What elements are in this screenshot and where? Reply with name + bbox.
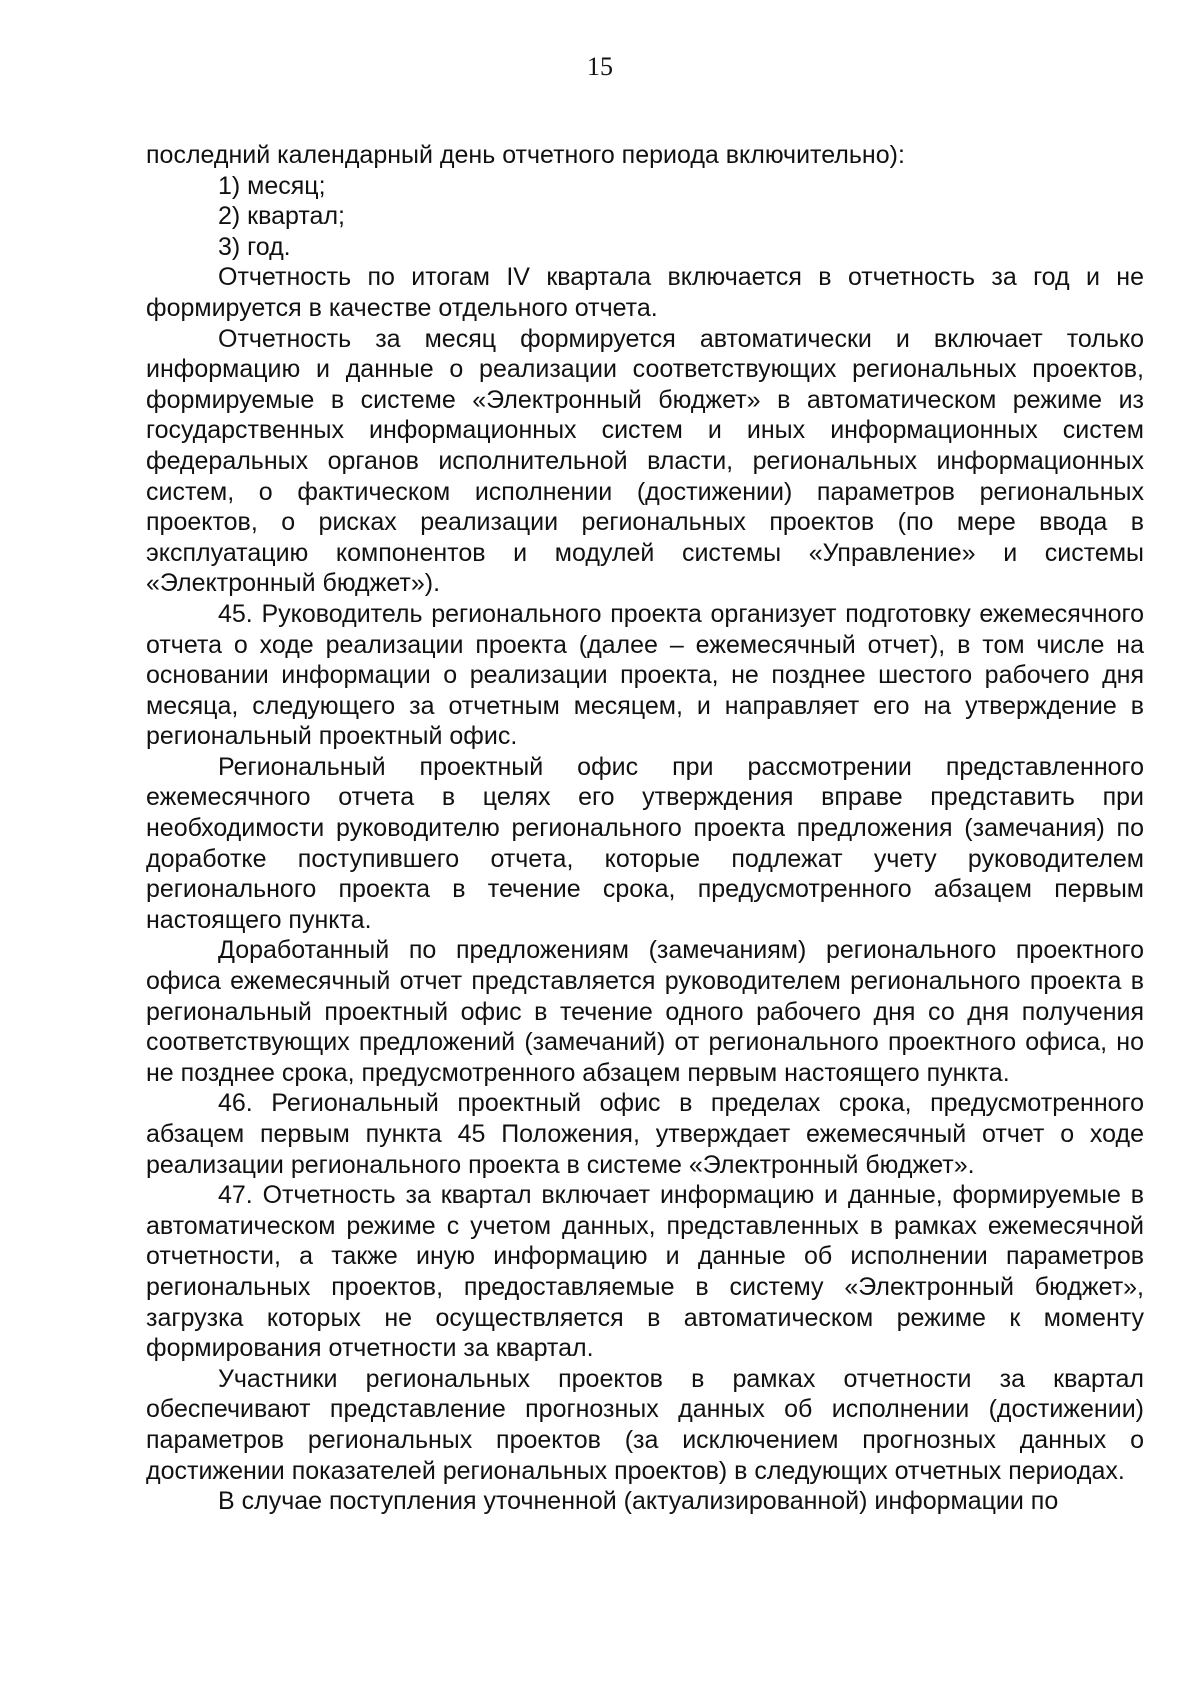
paragraph: Региональный проектный офис при рассмотрении представленного ежемесячного отчета в целях его утверждения вправе представить при необходимости руководителю регионального проекта предложения (замечания) по доработке поступившего отчета, которые подлежат учету руководителем регионального проекта в течение срока, предусмотренного абзацем первым настоящего пункта. [146,752,1144,934]
paragraph: последний календарный день отчетного периода включительно): [146,141,905,169]
list-item: 3) год. [218,232,291,261]
list-item: 1) месяц; [218,171,326,200]
paragraph: 45. Руководитель регионального проекта организует подготовку ежемесячного отчета о ходе реализации проекта (далее – ежемесячный отчет), в том числе на основании информации о реализации проекта, не позднее шестого рабочего дня месяца, следующего за отчетным месяцем, и направляет его на утверждение в региональный проектный офис. [146,599,1144,751]
paragraph: В случае поступления уточненной (актуализированной) информации по [218,1487,1059,1516]
paragraph: 47. Отчетность за квартал включает информацию и данные, формируемые в автоматическом режиме с учетом данных, представленных в рамках ежемесячной отчетности, а также иную информацию и данные об исполнении параметров региональных проектов, предоставляемые в систему «Электронный бюджет», загрузка которых не осуществляется в автоматическом режиме к моменту формирования отчетности за квартал. [146,1181,1144,1363]
paragraph: Участники региональных проектов в рамках отчетности за квартал обеспечивают представление прогнозных данных об исполнении (достижении) параметров региональных проектов (за исключением прогнозных данных о достижении показателей региональных проектов) в следующих отчетных периодах. [146,1364,1144,1485]
document-body [146,140,1144,1517]
list-item: 2) квартал; [218,202,345,231]
paragraph: Отчетность по итогам IV квартала включается в отчетность за год и не формируется в качестве отдельного отчета. [146,263,1144,322]
page-number: 15 [587,52,613,81]
paragraph: 46. Региональный проектный офис в пределах срока, предусмотренного абзацем первым пункта 45 Положения, утверждает ежемесячный отчет о ходе реализации регионального проекта в системе «Электронный бюджет». [146,1089,1144,1179]
paragraph: Отчетность за месяц формируется автоматически и включает только информацию и данные о реализации соответствующих региональных проектов, формируемые в системе «Электронный бюджет» в автоматическом режиме из государственных информационных систем и иных информационных систем федеральных органов исполнительной власти, региональных информационных систем, о фактическом исполнении (достижении) параметров региональных проектов, о рисках реализации региональных проектов (по мере ввода в эксплуатацию компонентов и модулей системы «Управление» и системы «Электронный бюджет»). [146,324,1144,598]
paragraph: Доработанный по предложениям (замечаниям) регионального проектного офиса ежемесячный отчет представляется руководителем регионального проекта в региональный проектный офис в течение одного рабочего дня со дня получения соответствующих предложений (замечаний) от регионального проектного офиса, но не позднее срока, предусмотренного абзацем первым настоящего пункта. [146,936,1144,1087]
